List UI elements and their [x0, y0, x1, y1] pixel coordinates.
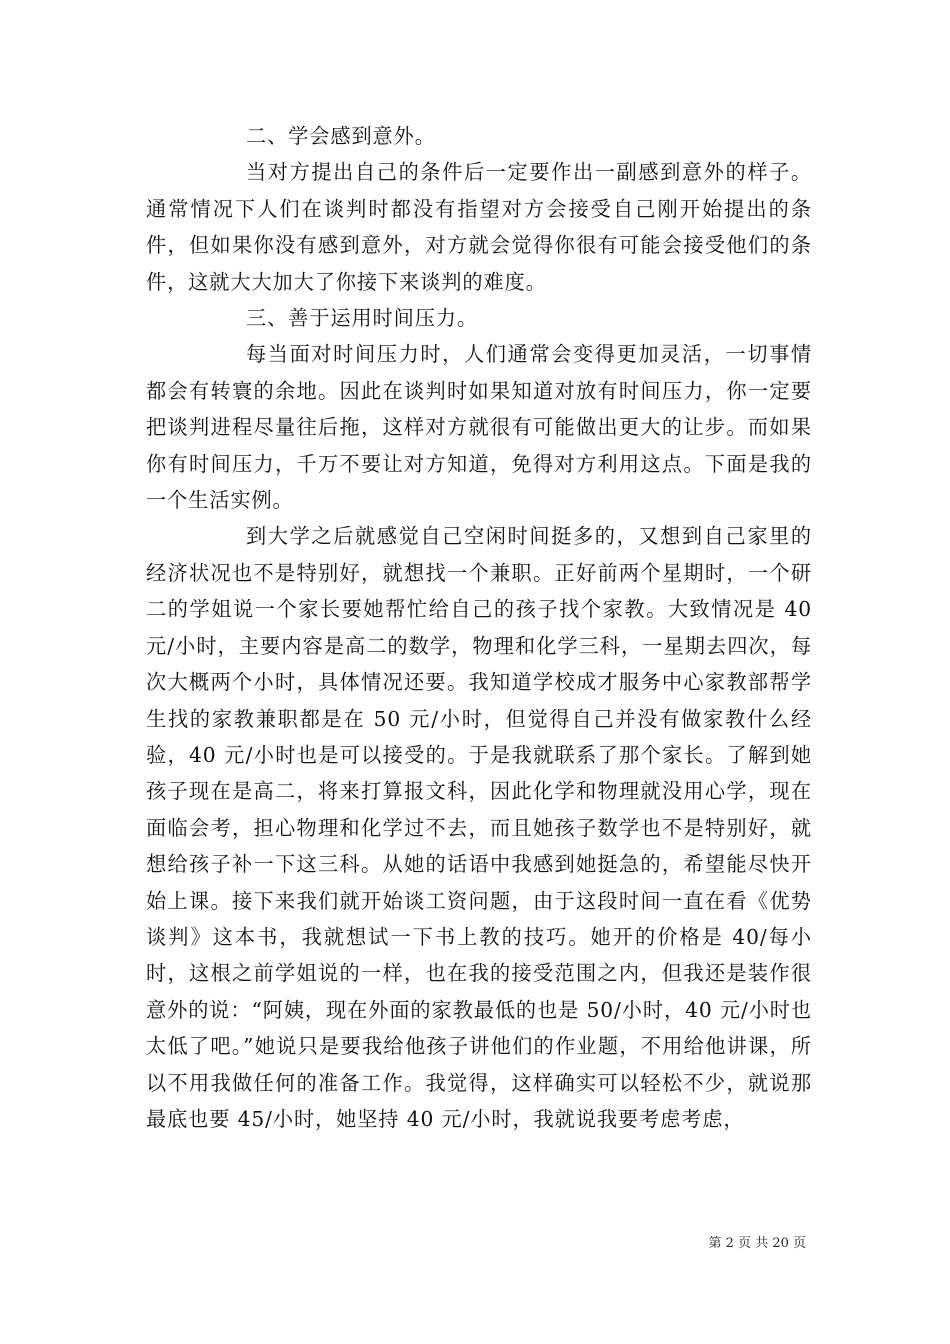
section-heading-time-pressure: 三、善于运用时间压力。 — [246, 306, 478, 331]
section-heading-surprise: 二、学会感到意外。 — [246, 124, 436, 148]
paragraph-surprise: 当对方提出自己的条件后一定要作出一副感到意外的样子。通常情况下人们在谈判时都没有指望对方会接受自己刚开始提出的条件，但如果你没有感到意外，对方就会觉得你很有可能会接受他们的条件，这就大大加大了你接下来谈判的难度。 — [146, 160, 812, 294]
document-body — [146, 118, 812, 1137]
paragraph-time-pressure: 每当面对时间压力时，人们通常会变得更加灵活，一切事情都会有转寰的余地。因此在谈判时如果知道对放有时间压力，你一定要把谈判进程尽量往后拖，这样对方就很有可能做出更大的让步。而如果你有时间压力，千万不要让对方知道，免得对方利用这点。下面是我的一个生活实例。 — [146, 342, 812, 513]
paragraph-tutoring-example: 到大学之后就感觉自己空闲时间挺多的，又想到自己家里的经济状况也不是特别好，就想找一个兼职。正好前两个星期时，一个研二的学姐说一个家长要她帮忙给自己的孩子找个家教。大致情况是 40 元/小时，主要内容是高二的数学，物理和化学三科，一星期去四次，每次大概两个小时，具体情况还要。我知道学校成才服务中心家教部帮学生找的家教兼职都是在 50 元/小时，但觉得自己并没有做家教什么经验，40 元/小时也是可以接受的。于是我就联系了那个家长。了解到她孩子现在是高二，将来打算报文科，因此化学和物理就没用心学，现在面临会考，担心物理和化学过不去，而且她孩子数学也不是特别好，就想给孩子补一下这三科。从她的话语中我感到她挺急的，希望能尽快开始上课。接下来我们就开始谈工资问题，由于这段时间一直在看《优势谈判》这本书，我就想试一下书上教的技巧。她开的价格是 40/每小时，这根之前学姐说的一样，也在我的接受范围之内，但我还是装作很意外的说：“阿姨，现在外面的家教最低的也是 50/小时，40 元/小时也太低了吧。”她说只是要我给他孩子讲他们的作业题，不用给他讲课，所以不用我做任何的准备工作。我觉得，这样确实可以轻松不少，就说那最底也要 45/小时，她坚持 40 元/小时，我就说我要考虑考虑， — [146, 524, 812, 1131]
page-number-footer: 第 2 页 共 20 页 — [708, 1236, 806, 1251]
